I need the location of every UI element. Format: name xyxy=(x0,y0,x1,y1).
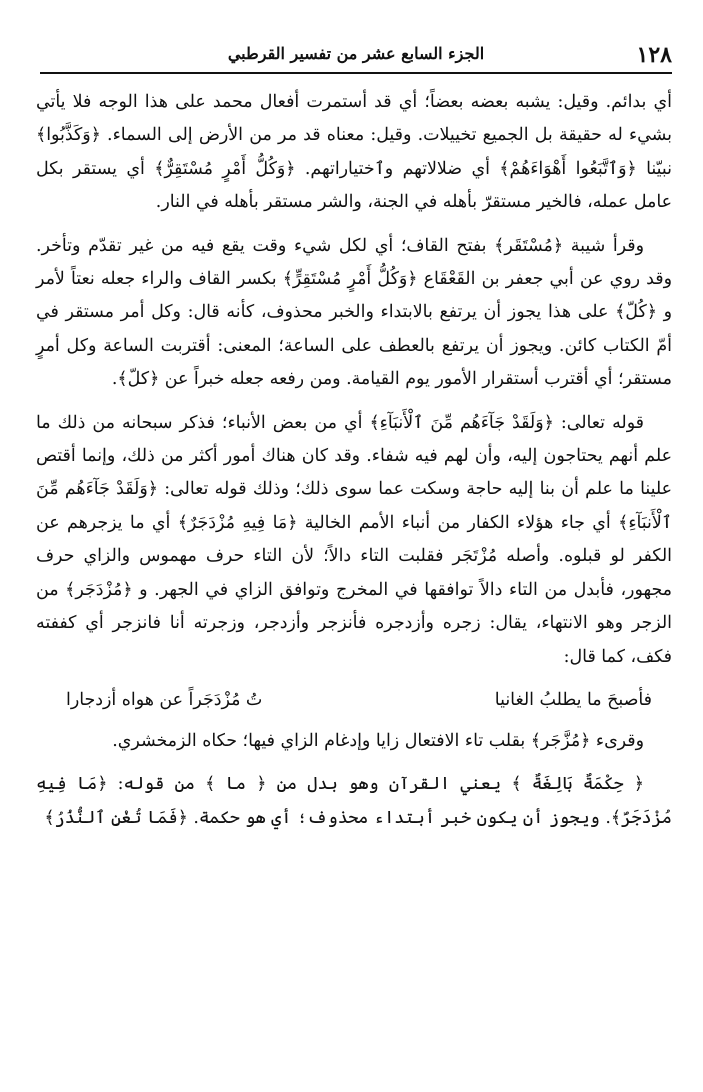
page-body xyxy=(36,86,672,835)
page-number: ١٢٨ xyxy=(636,42,672,68)
paragraph-gap xyxy=(36,220,672,230)
poem-verse xyxy=(36,674,672,725)
paragraph-gap xyxy=(36,397,672,407)
paragraph-gap xyxy=(36,758,672,768)
running-title: الجزء السابع عشر من تفسير القرطبي xyxy=(227,44,485,63)
page-header xyxy=(40,38,672,74)
poem-second-hemistich: تُ مُزْدَجَراً عن هواه أزدجارا xyxy=(66,689,263,710)
paragraph-after-poem: وقرىء ﴿مُزَّجَر﴾ بقلب تاء الافتعال زايا وإدغام الزاي فيها؛ حكاه الزمخشري. xyxy=(112,730,644,751)
poem-first-hemistich: فأصبحَ ما يطلبُ الغانيا xyxy=(494,689,652,710)
paragraph-3: قوله تعالى: ﴿وَلَقَدْ جَآءَهُم مِّنَ ٱلْأَنبَآءِ﴾ أي من بعض الأنباء؛ فذكر سبحانه من ذلك ما علم أنهم يحتاجون إليه، وأن لهم فيه شفاء. وقد كان هناك أمور أكثر من ذلك، وإنما أقتص علينا ما علم أن بنا إليه حاجة وسكت عما سوى ذلك؛ وذلك قوله تعالى: ﴿وَلَقَدْ جَآءَهُم مِّنَ ٱلْأَنبَآءِ﴾ أي جاء هؤلاء الكفار من أنباء الأمم الخالية ﴿مَا فِيهِ مُزْدَجَرٌ﴾ أي ما يزجرهم عن الكفر لو قبلوه. وأصله مُزْتَجَر فقلبت التاء دالاً؛ لأن التاء حرف مهموس والزاي حرف مجهور، فأبدل من التاء دالاً توافقها في المخرج وتوافق الزاي في الجهر. و ﴿مُزْدَجَر﴾ من الزجر وهو الانتهاء، يقال: زجره وأزدجره فأنزجر وأزدجر، وزجرته أنا فانزجر أي كففته فكف، كما قال: xyxy=(36,412,672,667)
paragraph-2: وقرأ شيبة ﴿مُسْتَقَر﴾ بفتح القاف؛ أي لكل شيء وقت يقع فيه من غير تقدّم وتأخر. وقد روي عن أبي جعفر بن القَعْقَاع ﴿وَكُلُّ أَمْرٍ مُسْتَقِرٍّ﴾ بكسر القاف والراء جعله نعتاً لأمر و ﴿كُلّ﴾ على هذا يجوز أن يرتفع بالابتداء والخبر محذوف، كأنه قال: وكل أمر مستقر في أمّ الكتاب كائن. ويجوز أن يرتفع بالعطف على الساعة؛ المعنى: أقتربت الساعة وكل أمرٍ مستقر؛ أي أقترب أستقرار الأمور يوم القيامة. ومن رفعه جعله خبراً عن ﴿كلّ﴾. xyxy=(36,235,672,390)
paragraph-1: أي بدائم. وقيل: يشبه بعضه بعضاً؛ أي قد أستمرت أفعال محمد على هذا الوجه فلا يأتي بشيء له حقيقة بل الجميع تخييلات. وقيل: معناه قد مر من الأرض إلى السماء. ﴿وَكَذَّبُوا﴾ نبيّنا ﴿وَٱتَّبَعُوا أَهْوَاءَهُمْ﴾ أي ضلالاتهم وٱختياراتهم. ﴿وَكُلُّ أَمْرٍ مُسْتَقِرٌّ﴾ أي يستقر بكل عامل عمله، فالخير مستقرّ بأهله في الجنة، والشر مستقر بأهله في النار. xyxy=(36,92,672,213)
paragraph-last: ﴿ حِكْمَةٌ بَالِغَةٌ ﴾ يعني القرآن وهو بدل من ﴿ ما ﴾ من قوله: ﴿مَا فِيهِ مُزْدَجَرٌ﴾. ويجوز أن يكون خبر أبتداء محذوف؛ أي هو حكمة. ﴿فَمَا تُغْنِ ٱلنُّذُرُ﴾ xyxy=(36,774,672,828)
